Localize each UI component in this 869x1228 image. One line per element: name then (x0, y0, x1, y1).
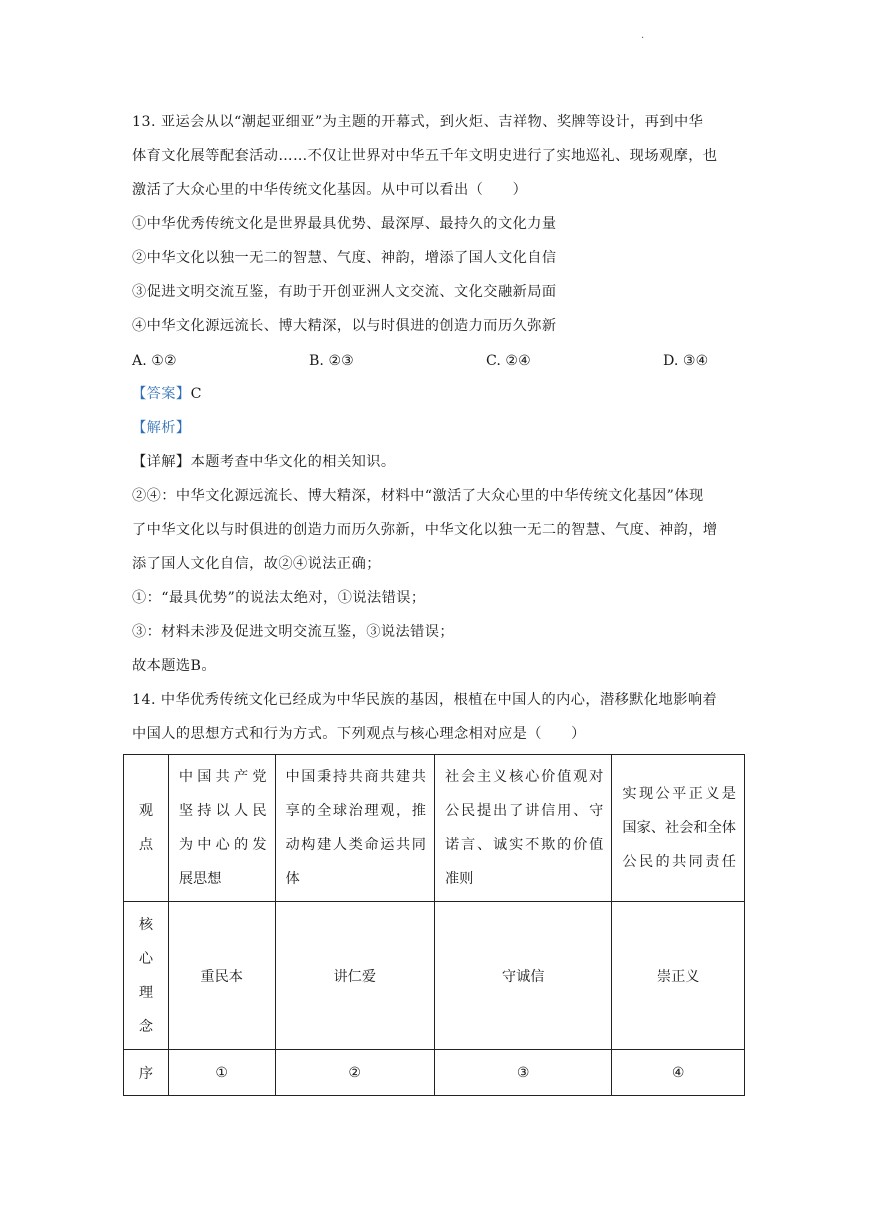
viewpoint-3-line: 社会主义核心价值观对 (444, 769, 604, 785)
viewpoint-1-line: 坚持以人民 (178, 803, 267, 819)
page-top-mark: . (641, 30, 645, 41)
q13-statement-1: ①中华优秀传统文化是世界最具优势、最深厚、最持久的文化力量 (132, 216, 557, 232)
q13-answer (132, 384, 202, 404)
viewpoint-cell-3 (434, 755, 611, 902)
q13-option-c: C. ②④ (486, 353, 531, 369)
q13-detail-line-6: ③：材料未涉及促进文明交流互鉴，③说法错误； (132, 624, 455, 640)
viewpoint-cell-1 (168, 755, 275, 902)
analysis-tag: 【解析】 (132, 420, 191, 436)
viewpoint-4-line: 实现公平正义是 (622, 786, 736, 802)
viewpoint-1-line: 中国共产党 (178, 769, 267, 785)
detail-text: 本题考查中华文化的相关知识。 (190, 454, 396, 470)
q13-option-a: A. ①② (132, 353, 177, 369)
concept-cell-4: 崇正义 (612, 902, 745, 1050)
q13-detail-line-4: 添了国人文化自信，故②④说法正确； (132, 556, 381, 572)
q13-conclusion: 故本题选B。 (132, 658, 217, 674)
answer-value: C (190, 386, 202, 402)
table-row-concepts (124, 902, 745, 1050)
viewpoint-2-line: 体 (285, 871, 300, 887)
concept-cell-3: 守诚信 (434, 902, 611, 1050)
viewpoint-2-line: 动构建人类命运共同 (285, 837, 426, 853)
viewpoint-cell-2 (275, 755, 434, 902)
viewpoint-2-line: 享的全球治理观，推 (285, 803, 426, 819)
q13-detail-line-1 (132, 452, 396, 472)
q13-option-b: B. ②③ (309, 353, 354, 369)
viewpoint-1-line: 为中心的发 (178, 837, 267, 853)
table-row-numbers (124, 1050, 745, 1096)
table-row-viewpoints (124, 755, 745, 902)
q13-stem-line-2: 体育文化展等配套活动……不仅让世界对中华五千年文明史进行了实地巡礼、现场观摩，也 (132, 148, 718, 164)
q13-option-d: D. ③④ (663, 353, 709, 369)
viewpoint-2-line: 中国秉持共商共建共 (285, 769, 426, 785)
q13-statement-4: ④中华文化源远流长、博大精深，以与时俱进的创造力而历久弥新 (132, 318, 557, 334)
viewpoint-1-line: 展思想 (178, 871, 222, 887)
number-cell-4: ④ (612, 1050, 745, 1096)
q13-detail-line-3: 了中华文化以与时俱进的创造力而历久弥新，中华文化以独一无二的智慧、气度、神韵，增 (132, 522, 718, 538)
q14-table (123, 754, 745, 1096)
row-header-text: 观点 (138, 803, 154, 853)
viewpoint-cell-4 (612, 755, 745, 902)
q13-stem-line-1: 13. 亚运会从以“潮起亚细亚”为主题的开幕式，到火炬、吉祥物、奖牌等设计，再到中华 (132, 114, 704, 130)
row-header-viewpoint (124, 755, 169, 902)
number-cell-2: ② (275, 1050, 434, 1096)
q13-statement-3: ③促进文明交流互鉴，有助于开创亚洲人文交流、文化交融新局面 (132, 284, 557, 300)
q14-stem-line-2: 中国人的思想方式和行为方式。下列观点与核心理念相对应是（ ） (132, 726, 586, 742)
concept-cell-2: 讲仁爱 (275, 902, 434, 1050)
row-header-number: 序 (124, 1050, 169, 1096)
concept-cell-1: 重民本 (168, 902, 275, 1050)
row-header-concept (124, 902, 169, 1050)
viewpoint-3-line: 公民提出了讲信用、守 (444, 803, 604, 819)
q14-stem-line-1: 14. 中华优秀传统文化已经成为中华民族的基因，根植在中国人的内心，潜移默化地影响着 (132, 692, 718, 708)
viewpoint-4-line: 国家、社会和全体 (622, 820, 736, 836)
row-header-text: 核心理念 (138, 916, 154, 1035)
number-cell-1: ① (168, 1050, 275, 1096)
viewpoint-4-line: 公民的共同责任 (622, 854, 736, 870)
detail-tag: 【详解】 (132, 454, 191, 470)
q13-stem-line-3: 激活了大众心里的中华传统文化基因。从中可以看出（ ） (132, 182, 528, 198)
answer-tag: 【答案】 (132, 386, 191, 402)
q13-detail-line-5: ①：“最具优势”的说法太绝对，①说法错误； (132, 590, 426, 606)
viewpoint-3-line: 诺言、诚实不欺的价值 (444, 837, 604, 853)
q13-detail-line-2: ②④：中华文化源远流长、博大精深，材料中“激活了大众心里的中华传统文化基因”体现 (132, 488, 704, 504)
q13-statement-2: ②中华文化以独一无二的智慧、气度、神韵，增添了国人文化自信 (132, 250, 557, 266)
viewpoint-3-line: 准则 (444, 871, 474, 887)
number-cell-3: ③ (434, 1050, 611, 1096)
